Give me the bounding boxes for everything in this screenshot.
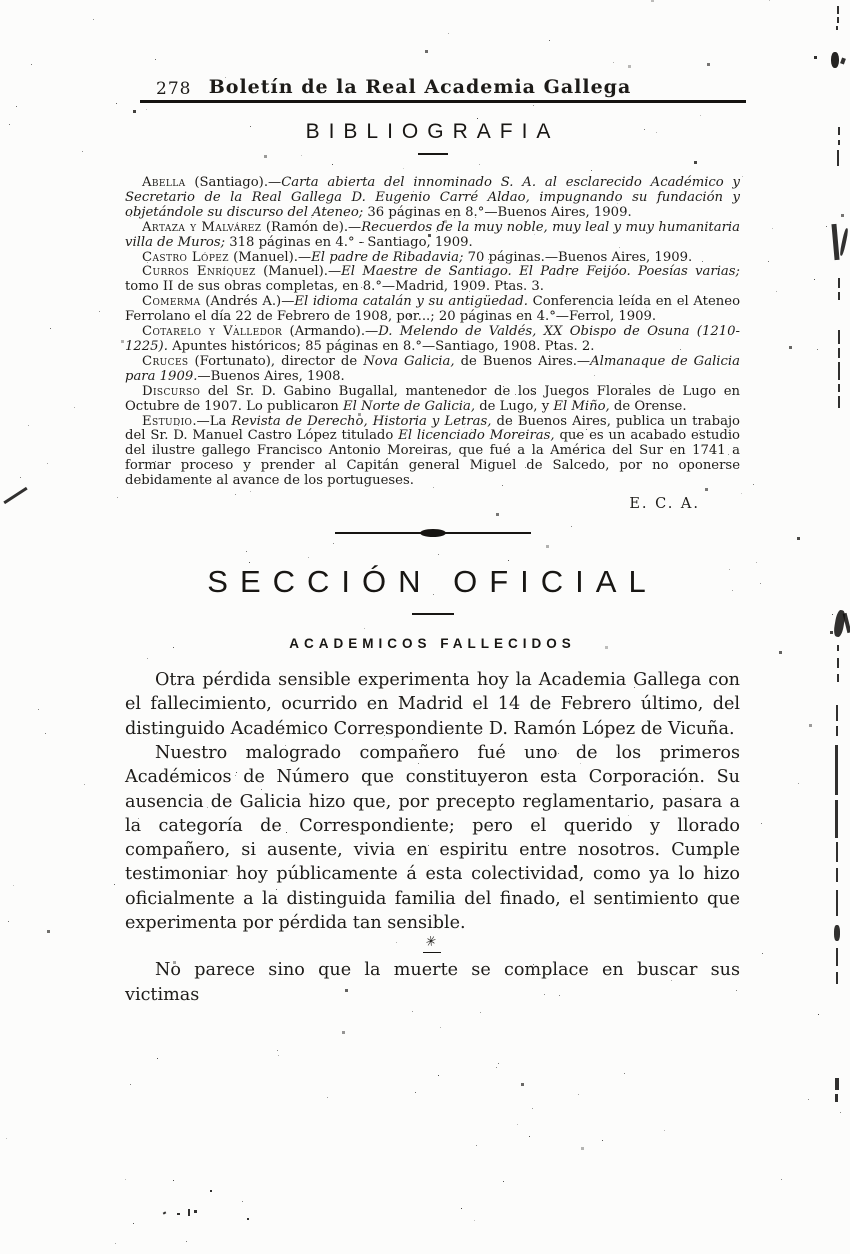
scan-artifact — [838, 396, 840, 408]
scan-artifact — [835, 800, 838, 838]
scan-artifact — [835, 1078, 839, 1090]
section-divider-ornament — [335, 529, 531, 537]
small-divider-bar — [423, 952, 441, 954]
scan-artifact — [3, 487, 27, 504]
bibliography-entry: Estudio.—La Revista de Derecho, Historia y Letras, de Buenos Aires, publica un trabajo del Sr. D. Manuel Castro López titulado El licenciado Moreiras, que es un acabado estudio del ilustre gallego Francisco Antonio Moreiras, que fué a la América del Sur en 1741 a formar proceso y prender al Capitán general Miguel de Salcedo, por no oponerse debidamente al avance de los portugueses. — [125, 413, 740, 489]
academicos-fallecidos-subheading: ACADEMICOS FALLECIDOS — [289, 636, 576, 652]
bibliography-entry: Artaza y Malvárez (Ramón de).—Recuerdos de la muy noble, muy leal y muy humanitaria villa de Muros; 318 páginas en 4.° - Santiago, 1909. — [125, 219, 740, 250]
scan-artifact — [838, 330, 840, 344]
scan-artifact — [837, 6, 839, 14]
page-number: 278 — [156, 79, 192, 99]
scan-artifact — [835, 1094, 838, 1102]
body-paragraph: No parece sino que la muerte se complace en buscar sus victimas — [125, 960, 740, 1005]
bibliography-entry: Castro López (Manuel).—El padre de Ribadavia; 70 páginas.—Buenos Aires, 1909. — [142, 249, 693, 265]
scan-artifact — [838, 292, 840, 300]
bibliografia-heading: BIBLIOGRAFIA — [305, 120, 560, 143]
bibliography-entry: Discurso del Sr. D. Gabino Bugallal, mantenedor de los Juegos Florales de Lugo en Octubre de 1907. Lo publicaron El Norte de Galicia, de Lugo, y El Miño, de Orense. — [125, 383, 740, 414]
scan-artifact — [838, 384, 840, 392]
scan-artifact — [163, 1211, 167, 1214]
scan-artifact — [836, 705, 838, 721]
bibliography-entry: Abella (Santiago).—Carta abierta del innominado S. A. al esclarecido Académico y Secretario de la Real Gallega D. Eugenio Carré Aldao, impugnando su fundación y objetándole su discurso del Ateneo; 36 páginas en 8.°—Buenos Aires, 1909. — [125, 175, 741, 220]
page-header — [128, 76, 742, 102]
scan-artifact — [840, 57, 846, 64]
small-divider-glyph: ✳ — [422, 934, 438, 952]
scan-artifact — [838, 127, 840, 135]
scan-artifact — [836, 842, 838, 862]
divider-diamond — [420, 529, 446, 537]
scan-artifact — [836, 868, 838, 882]
scan-artifact — [837, 17, 839, 23]
small-divider-mark — [422, 934, 444, 955]
scan-artifact — [835, 745, 838, 795]
obituary-paragraphs — [125, 668, 740, 1007]
body-paragraph: Nuestro malogrado compañero fué uno de los primeros Académicos de Número que constituyeron esta Corporación. Su ausencia de Galicia hizo que, por precepto reglamentario, pasara a la categoría de Correspondiente; pero el querido y llorado compañero, si ausente, vivia en espiritu entre nosotros. Cumple testimoniar hoy públicamente á esta colectividad, como ya lo hizo oficialmente a la distinguida familia del finado, el sentimiento que experimenta por pérdida tan sensible. — [125, 742, 740, 933]
scan-artifact — [194, 1210, 197, 1213]
author-initials: E. C. A. — [629, 496, 700, 513]
scan-artifact — [836, 890, 838, 916]
seccion-oficial-heading-rule — [412, 613, 454, 615]
scan-artifact — [837, 674, 839, 682]
content-column — [125, 120, 740, 1007]
bibliografia-heading-rule — [418, 153, 448, 155]
header-rule — [140, 100, 746, 103]
bibliography-entries — [125, 176, 740, 489]
scan-artifact — [831, 224, 839, 260]
bibliography-entry: Comerma (Andrés A.)—El idioma catalán y su antigüedad. Conferencia leída en el Ateneo Ferrolano el día 22 de Febrero de 1908, por...; 20 páginas en 4.°—Ferrol, 1909. — [125, 294, 741, 325]
scan-artifact — [838, 140, 840, 145]
scan-artifact — [831, 52, 839, 68]
scan-artifact — [837, 150, 839, 166]
journal-title: Boletín de la Real Academia Gallega — [208, 76, 632, 98]
scan-artifact — [836, 972, 838, 984]
bibliography-entry: Cruces (Fortunato), director de Nova Galicia, de Buenos Aires.—Almanaque de Galicia para 1909.—Buenos Aires, 1908. — [125, 353, 740, 384]
scan-artifact — [836, 26, 838, 30]
scan-artifact — [188, 1209, 190, 1216]
body-paragraph: Otra pérdida sensible experimenta hoy la Academia Gallega con el fallecimiento, ocurrido en Madrid el 14 de Febrero último, del distinguido Académico Correspondiente D. Ramón López de Vicuña. — [125, 670, 740, 739]
scan-artifact — [838, 362, 840, 380]
scan-artifact — [838, 348, 840, 358]
seccion-oficial-heading: SECCIÓN OFICIAL — [207, 564, 658, 600]
scan-artifact — [210, 1190, 212, 1192]
scan-artifact — [837, 645, 839, 651]
scan-artifact — [836, 726, 838, 736]
scan-artifact — [834, 925, 840, 941]
scan-artifact — [836, 948, 838, 966]
scan-artifact — [814, 56, 817, 59]
bibliography-entry: Cotarelo y Valledor (Armando).—D. Melendo de Valdés, XX Obispo de Osuna (1210-1225). Apuntes históricos; 85 páginas en 8.°—Santiago, 1908. Ptas. 2. — [125, 324, 740, 354]
bibliography-entry: Curros Enríquez (Manuel).—El Maestre de Santiago. El Padre Feijóo. Poesías varias; tomo II de sus obras completas, en 8.°—Madrid, 1909. Ptas. 3. — [125, 264, 740, 295]
scan-artifact — [247, 1218, 249, 1220]
scan-artifact — [838, 278, 840, 288]
scan-artifact — [837, 658, 839, 668]
paper-noise — [0, 0, 1, 1]
scan-artifact — [177, 1213, 180, 1215]
scan-artifact — [839, 228, 849, 256]
